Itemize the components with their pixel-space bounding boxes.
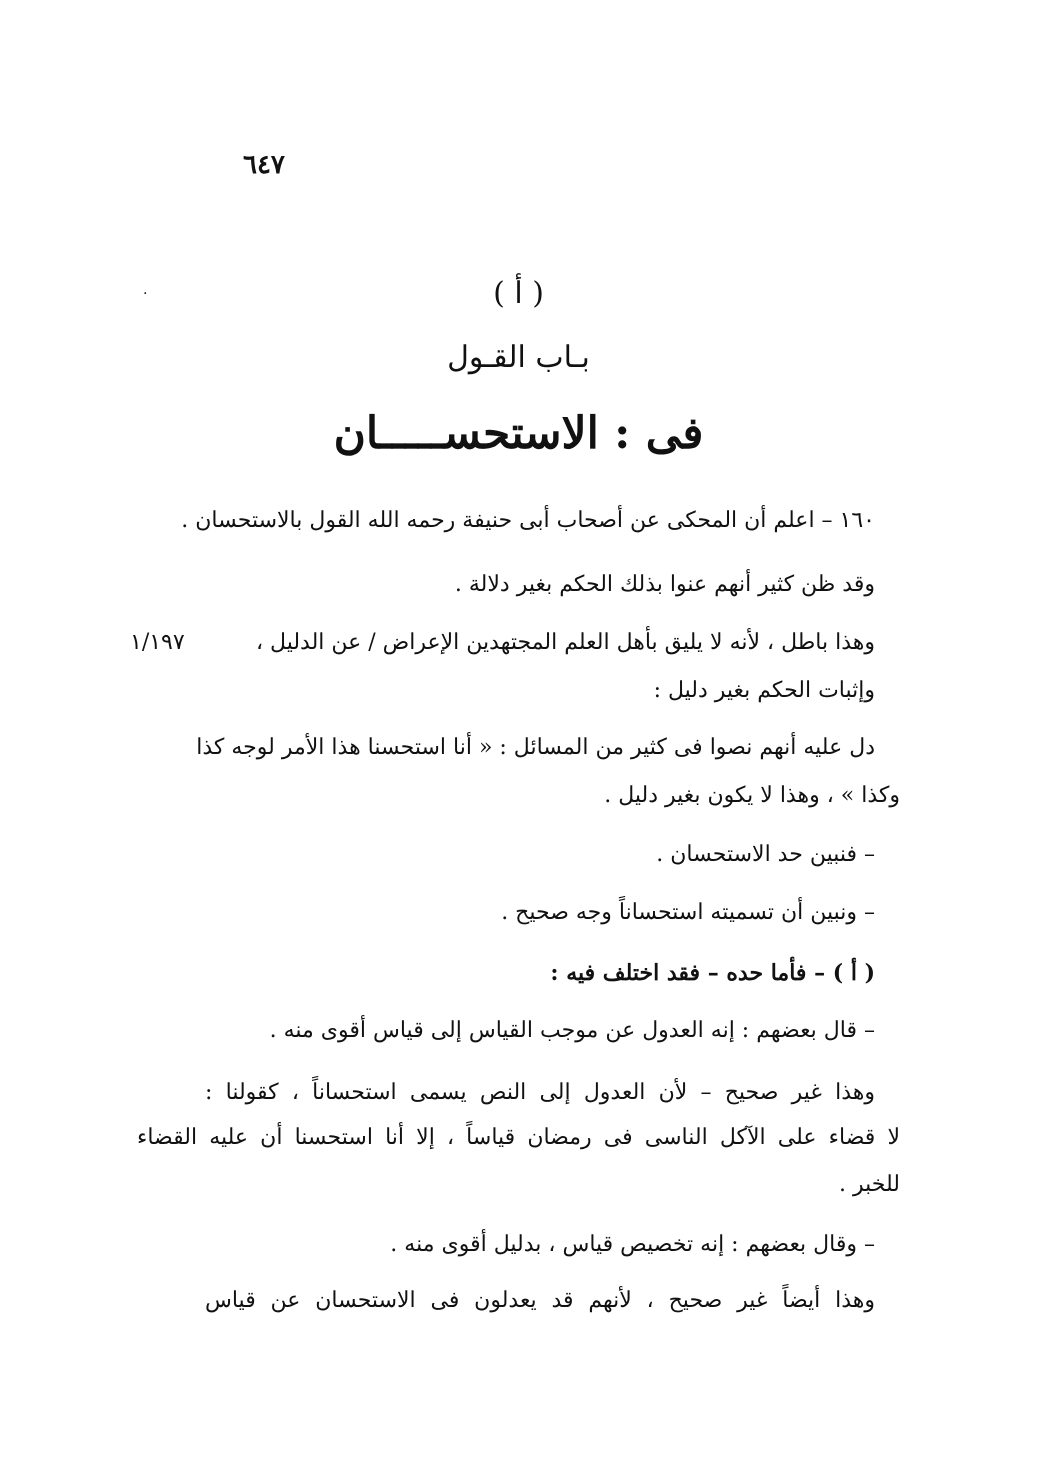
section-marker: ( أ ) (493, 276, 544, 311)
chapter-heading: بـاب القـول (447, 340, 590, 375)
paragraph-line: وكذا » ، وهذا لا يكون بغير دليل . (604, 783, 900, 808)
paragraph-line: وهذا أيضاً غير صحيح ، لأنهم قد يعدلون فى الاستحسان عن قياس (205, 1288, 875, 1313)
paragraph-line: – قال بعضهم : إنه العدول عن موجب القياس إلى قياس أقوى منه . (269, 1018, 875, 1043)
paragraph-line: وهذا باطل ، لأنه لا يليق بأهل العلم المجتهدين الإعراض / عن الدليل ، (255, 630, 875, 655)
paragraph-line: وقد ظن كثير أنهم عنوا بذلك الحكم بغير دلالة . (454, 572, 875, 597)
list-item: – فنبين حد الاستحسان . (656, 842, 875, 867)
list-item: – وقال بعضهم : إنه تخصيص قياس ، بدليل أقوى منه . (390, 1232, 875, 1257)
paragraph-line: لا قضاء على الآكل الناسى فى رمضان قياساً ، إلا أنا استحسنا أن عليه القضاء (137, 1125, 900, 1150)
paragraph-line: وإثبات الحكم بغير دليل : (653, 678, 875, 703)
margin-reference: ١/١٩٧ (130, 630, 185, 655)
paragraph-line: دل عليه أنهم نصوا فى كثير من المسائل : « أنا استحسنا هذا الأمر لوجه كذا (196, 735, 875, 760)
paragraph-160: ١٦٠ – اعلم أن المحكى عن أصحاب أبى حنيفة رحمه الله القول بالاستحسان . (181, 508, 875, 533)
paragraph-line: للخبر . (839, 1172, 900, 1197)
paragraph-line: وهذا غير صحيح – لأن العدول إلى النص يسمى استحساناً ، كقولنا : (205, 1080, 875, 1105)
chapter-title: فى : الاستحســـــان (333, 408, 704, 459)
margin-dot: . (143, 282, 148, 298)
subheading: ( أ ) – فأما حده – فقد اختلف فيه : (550, 960, 875, 986)
page-number: ٦٤٧ (243, 150, 285, 180)
list-item: – ونبين أن تسميته استحساناً وجه صحيح . (501, 900, 875, 925)
